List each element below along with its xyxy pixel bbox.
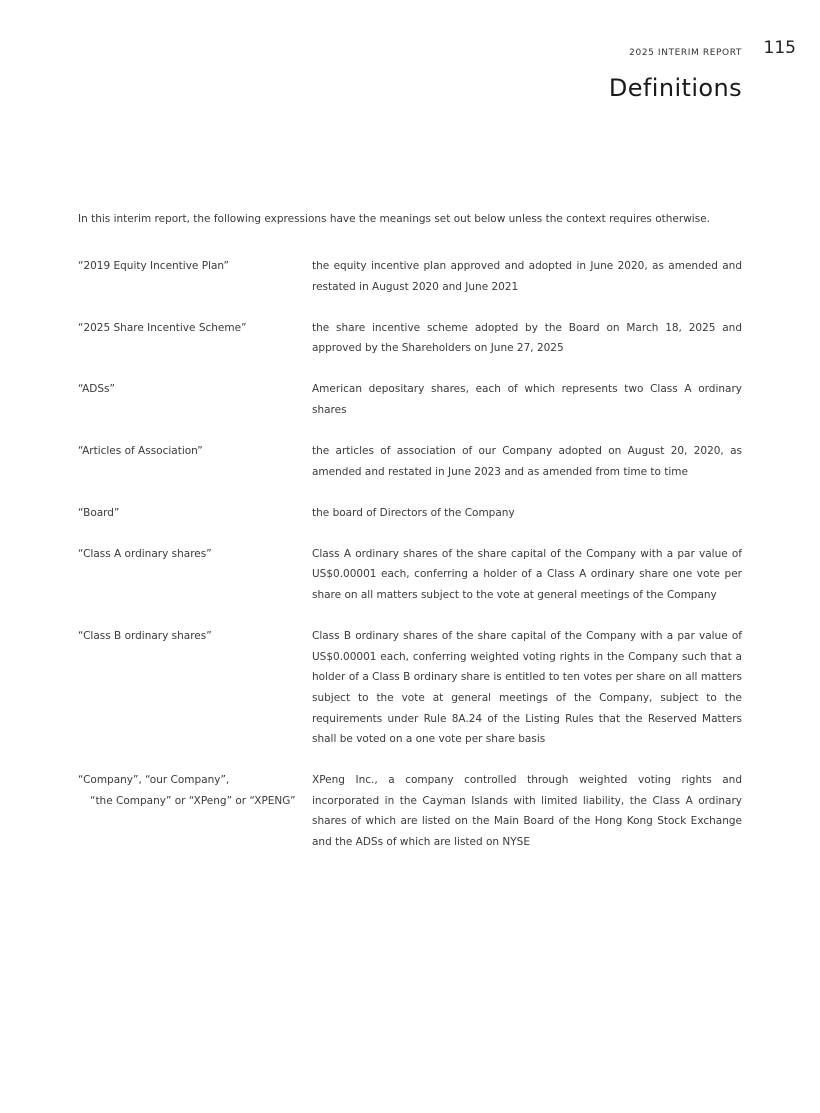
definition-row <box>78 256 742 297</box>
definition-row <box>78 318 742 359</box>
definition-description: the articles of association of our Company adopted on August 20, 2020, as amended and restated in June 2023 and as amended from time to time <box>312 445 742 478</box>
term-line: “the Company” or “XPeng” or “XPENG” <box>90 794 296 807</box>
definition-description: American depositary shares, each of which represents two Class A ordinary shares <box>312 383 742 416</box>
definition-term <box>78 770 312 852</box>
term-line: “2025 Share Incentive Scheme” <box>78 321 247 334</box>
definition-row <box>78 544 742 606</box>
definition-row <box>78 770 742 852</box>
definitions-list <box>78 256 742 873</box>
definition-description: Class B ordinary shares of the share capital of the Company with a par value of US$0.00001 each, conferring weighted voting rights in the Company such that a holder of a Class B ordinary share is entitled to ten votes per share on all matters subject to the vote at general meetings of the Company, subject to the requirements under Rule 8A.24 of the Listing Rules that the Reserved Matters shall be voted on a one vote per share basis <box>312 630 742 746</box>
definition-description: the share incentive scheme adopted by the Board on March 18, 2025 and approved by the Shareholders on June 27, 2025 <box>312 321 742 355</box>
definition-row <box>78 379 742 420</box>
definition-term <box>78 256 312 297</box>
definition-row <box>78 441 742 482</box>
definition-term <box>78 544 312 606</box>
definition-row <box>78 626 742 750</box>
term-line: “Board” <box>78 506 120 519</box>
page-number: 115 <box>763 38 796 58</box>
report-label: 2025 INTERIM REPORT <box>629 48 742 58</box>
definition-term <box>78 318 312 359</box>
definition-term <box>78 441 312 482</box>
intro-text: In this interim report, the following expressions have the meanings set out below unless the context requires otherwise. <box>78 213 710 225</box>
definition-description: XPeng Inc., a company controlled through weighted voting rights and incorporated in the Cayman Islands with limited liability, the Class A ordinary shares of which are listed on the Main Board of the Hong Kong Stock Exchange and the ADSs of which are listed on NYSE <box>312 774 742 848</box>
term-line: “Class A ordinary shares” <box>78 547 212 560</box>
page-title: Definitions <box>608 74 742 102</box>
definition-description: the equity incentive plan approved and adopted in June 2020, as amended and restated in August 2020 and June 2021 <box>312 260 742 293</box>
term-line: “Articles of Association” <box>78 445 203 458</box>
term-line: “ADSs” <box>78 383 115 396</box>
definition-description: the board of Directors of the Company <box>312 506 515 519</box>
definition-term <box>78 379 312 420</box>
term-line: “Class B ordinary shares” <box>78 630 212 643</box>
definition-description: Class A ordinary shares of the share capital of the Company with a par value of US$0.00001 each, conferring a holder of a Class A ordinary share one vote per share on all matters subject to the vote at general meetings of the Company <box>312 547 742 602</box>
term-line: “2019 Equity Incentive Plan” <box>78 260 229 272</box>
term-line: “Company”, “our Company”, <box>78 774 230 787</box>
definition-term <box>78 503 312 524</box>
definition-term <box>78 626 312 750</box>
definition-row <box>78 503 742 524</box>
